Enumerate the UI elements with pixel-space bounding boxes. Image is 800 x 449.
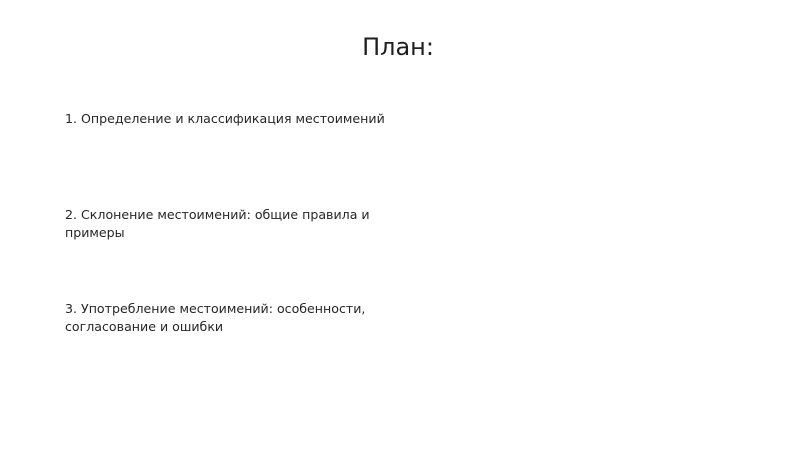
plan-item-3: 3. Употребление местоимений: особенности, согласование и ошибки	[65, 301, 366, 334]
plan-item-2: 2. Склонение местоимений: общие правила и примеры	[65, 207, 370, 240]
slide-title: План:	[362, 33, 434, 61]
plan-item-1: 1. Определение и классификация местоимений	[65, 111, 385, 126]
